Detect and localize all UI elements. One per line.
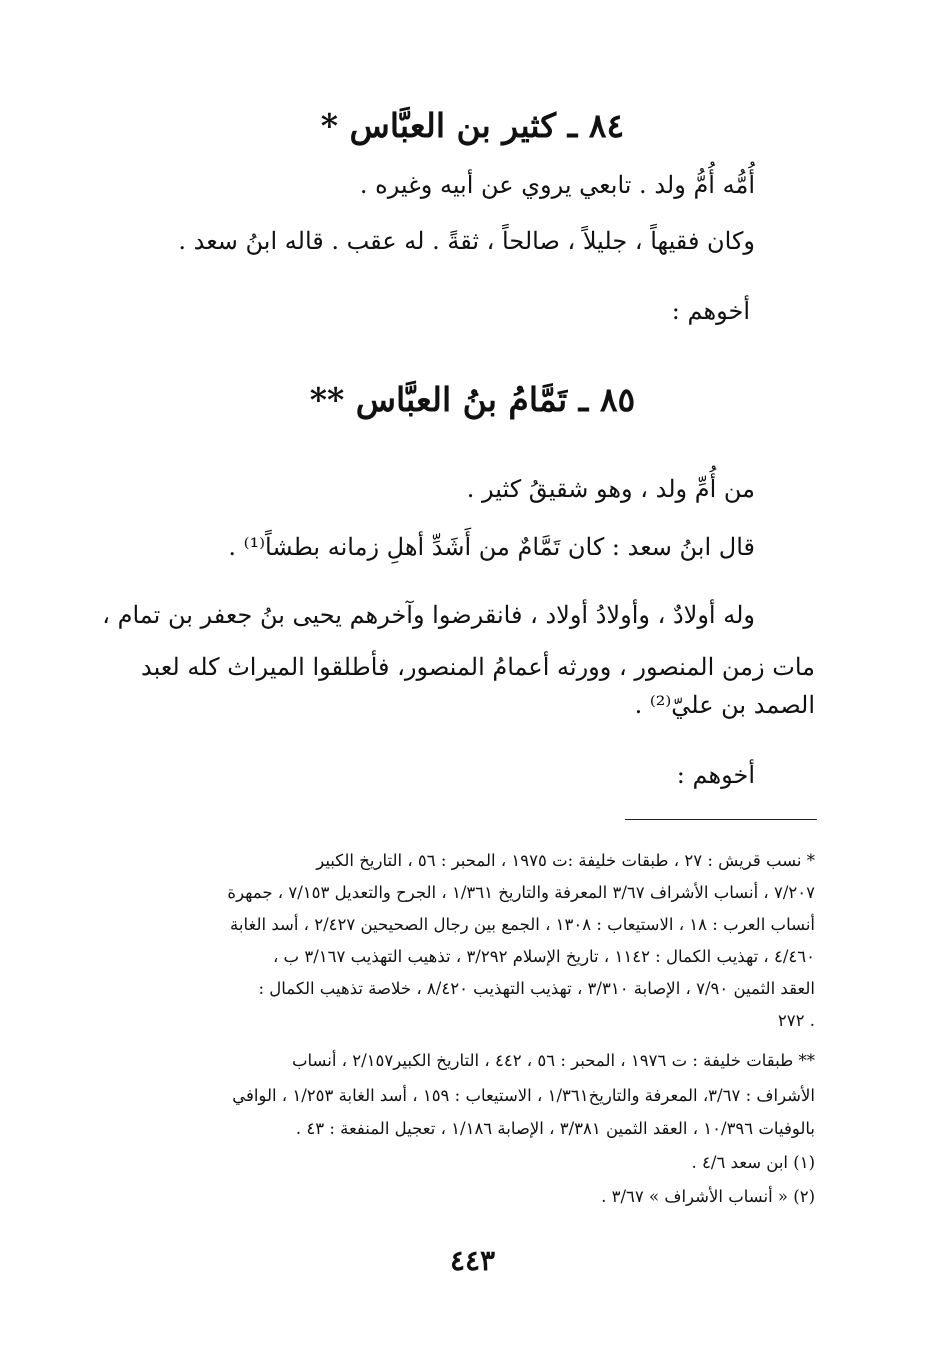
entry-85-line-5: الصمد بن عليّ⁽²⁾ . [634,691,815,719]
footnote-star-line-1: * نسب قريش : ٢٧ ، طبقات خليفة :ت ١٩٧٥ ، المحبر : ٥٦ ، التاريخ الكبير [316,851,815,870]
entry-85-line-3: وله أولادٌ ، وأولادُ أولاد ، فانقرضوا وآخرهم يحيى بنُ جعفر بن تمام ، [102,601,755,629]
entry-84-line-2: وكان فقيهاً ، جليلاً ، صالحاً ، ثقةً . له عقب . قاله ابنُ سعد . [178,227,755,255]
footnote-double-star-line-1: ** طبقات خليفة : ت ١٩٧٦ ، المحبر : ٥٦ ، ٤٤٢ ، التاريخ الكبير٢/١٥٧ ، أنساب [291,1051,815,1070]
entry-85-line-1: من أُمِّ ولد ، وهو شقيقُ كثير . [466,475,755,503]
entry-85-heading: ٨٥ ـ تَمَّامُ بنُ العبَّاس ** [309,380,636,419]
entry-84-line-1: أُمُّه أُمُّ ولد . تابعي يروي عن أبيه وغيره . [359,171,755,199]
entry-85-line-4: مات زمن المنصور ، وورثه أعمامُ المنصور، فأطلقوا الميراث كله لعبد [140,653,815,681]
page-number: ٤٤٣ [449,1244,496,1277]
footnote-star-line-5: العقد الثمين ٧/٩٠ ، الإصابة ٣/٣١٠ ، تهذيب التهذيب ٨/٤٢٠ ، خلاصة تذهيب الكمال : [258,979,815,998]
footnote-2: (٢) « أنساب الأشراف » ٣/٦٧ . [601,1187,815,1206]
footnote-double-star-line-3: بالوفيات ١٠/٣٩٦ ، العقد الثمين ٣/٣٨١ ، الإصابة ١/١٨٦ ، تعجيل المنفعة : ٤٣ . [295,1119,815,1138]
footnote-star-line-6: ٢٧٢ . [777,1011,815,1030]
footnote-star-line-3: أنساب العرب : ١٨ ، الاستيعاب : ١٣٠٨ ، الجمع بين رجال الصحيحين ٢/٤٢٧ ، أسد الغابة [230,915,815,934]
entry-84-heading: ٨٤ ـ كثير بن العبَّاس * [320,106,625,145]
entry-85-brothers-label: أخوهم : [676,761,755,789]
entry-85-line-2: قال ابنُ سعد : كان تَمَّامٌ من أَشَدِّ أهلِ زمانه بطشاً⁽¹⁾ . [228,533,755,561]
footnote-1: (١) ابن سعد ٤/٦ . [691,1153,815,1172]
entry-84-brothers-label: أخوهم : [671,297,750,325]
footnote-double-star-line-2: الأشراف : ٣/٦٧، المعرفة والتاريخ١/٣٦١ ، الاستيعاب : ١٥٩ ، أسد الغابة ١/٢٥٣ ، الوافي [232,1086,815,1105]
footnote-star-line-4: ٤/٤٦٠ ، تهذيب الكمال : ١١٤٢ ، تاريخ الإسلام ٣/٢٩٢ ، تذهيب التهذيب ٣/١٦٧ ب ، [272,947,815,966]
footnote-star-line-2: ٧/٢٠٧ ، أنساب الأشراف ٣/٦٧ المعرفة والتاريخ ١/٣٦١ ، الجرح والتعديل ٧/١٥٣ ، جمهرة [227,883,815,902]
footnote-divider [625,819,817,820]
